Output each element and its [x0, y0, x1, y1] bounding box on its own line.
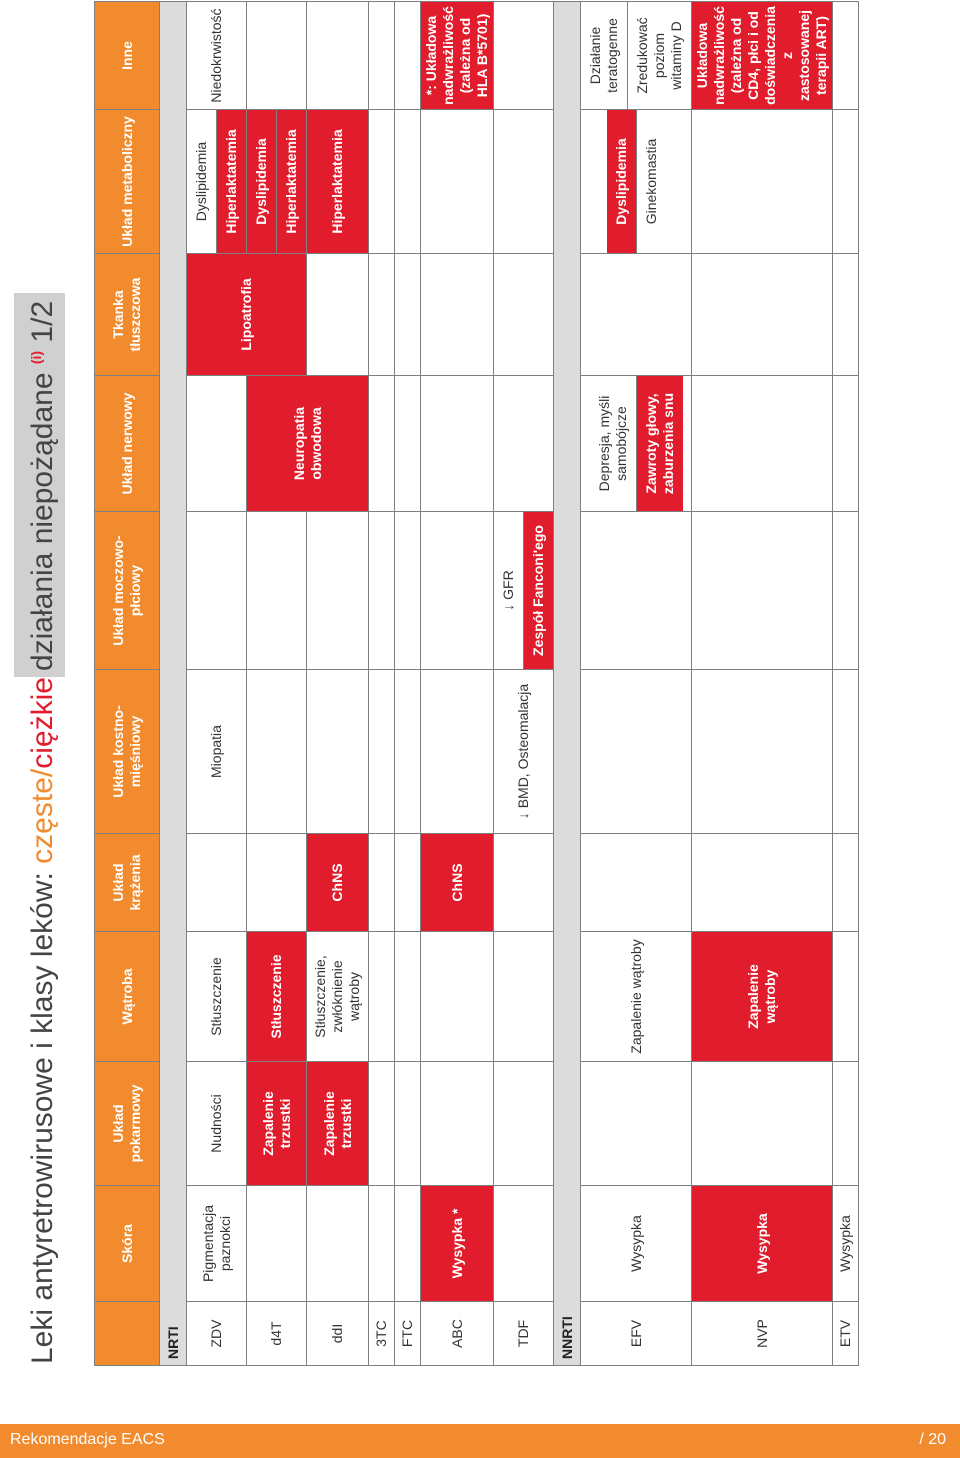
cell-gi: Zapalenie trzustki	[247, 1062, 307, 1186]
cell-liver: Stłuszczenie, zwłóknienie wątroby	[307, 932, 369, 1062]
cell-neuro	[581, 376, 692, 512]
section-nrti: NRTI	[160, 2, 187, 1366]
cell-msk	[307, 670, 369, 834]
header-neuro: Układ nerwowy	[95, 376, 160, 512]
cell-neuro	[187, 376, 247, 512]
cell-gi	[494, 1062, 554, 1186]
header-empty	[95, 1302, 160, 1366]
cell-gu	[247, 512, 307, 670]
cell-other	[247, 2, 307, 110]
adverse-effects-table	[94, 1, 859, 1366]
meta-sub: Ginekomastia	[636, 110, 666, 253]
cell-other	[581, 2, 692, 110]
footer-bar	[0, 1424, 960, 1458]
cell-meta	[247, 110, 307, 254]
cell-msk	[581, 670, 692, 834]
cell-msk	[247, 670, 307, 834]
cell-gi	[581, 1062, 692, 1186]
other-sub: Zredukować poziom witaminy D	[627, 2, 691, 109]
cell-gu	[187, 512, 247, 670]
cell-other: Układowa nadwrażliwość (zależna od CD4, płci i od doświadczenia z zastosowanej terapii ART)	[692, 2, 833, 110]
cell-neuro	[692, 376, 833, 512]
section-row-nnrti	[554, 2, 581, 1366]
cell-cv	[494, 834, 554, 932]
table-row	[692, 2, 833, 1366]
cell-gu	[421, 512, 494, 670]
cell-cv	[247, 834, 307, 932]
drug-label: ddI	[307, 1302, 369, 1366]
cell-msk: Miopatia	[187, 670, 247, 834]
title-severe: ciężkie	[26, 677, 59, 769]
cell-gu	[581, 512, 692, 670]
cell-neuro	[494, 376, 554, 512]
cell-cv	[581, 834, 692, 932]
header-liver: Wątroba	[95, 932, 160, 1062]
table-row	[307, 2, 369, 1366]
table-row	[247, 2, 307, 1366]
page-title: Leki antyretrowirusowe i klasy leków: częste/ciężkiedziałania niepożądane $^{(i)}$ 1/2	[14, 293, 58, 1364]
cell-skin	[247, 1186, 307, 1302]
cell-fat	[581, 254, 692, 376]
cell-gi: Nudności	[187, 1062, 247, 1186]
cell-meta	[692, 110, 833, 254]
header-gi: Układ pokarmowy	[95, 1062, 160, 1186]
section-row-nrti	[160, 2, 187, 1366]
table-row	[494, 2, 554, 1366]
drug-label: ETV	[833, 1302, 859, 1366]
cell-skin: Wysypka	[833, 1186, 859, 1302]
cell-cv	[692, 834, 833, 932]
header-fat: Tkanka tłuszczowa	[95, 254, 160, 376]
cell-meta: Hiperlaktatemia	[307, 110, 369, 254]
header-other: Inne	[95, 2, 160, 110]
cell-meta	[187, 110, 247, 254]
table-row	[395, 2, 421, 1366]
table-row	[369, 2, 395, 1366]
cell-skin	[307, 1186, 369, 1302]
cell-fat	[307, 254, 369, 376]
cell-liver: Stłuszczenie	[187, 932, 247, 1062]
table-row	[421, 2, 494, 1366]
title-grey-band: działania niepożądane $^{(i)}$ 1/2	[14, 293, 65, 677]
cell-cv	[187, 834, 247, 932]
drug-label: FTC	[395, 1302, 421, 1366]
cell-liver: Stłuszczenie	[247, 932, 307, 1062]
drug-label: EFV	[581, 1302, 692, 1366]
meta-sub: Dyslipidemia	[193, 141, 209, 222]
cell-gu	[494, 512, 554, 670]
cell-gi	[421, 1062, 494, 1186]
table-row	[581, 2, 692, 1366]
cell-cv: ChNS	[421, 834, 494, 932]
cell-liver	[421, 932, 494, 1062]
cell-liver: Zapalenie wątroby	[692, 932, 833, 1062]
cell-fat	[421, 254, 494, 376]
table-row	[833, 2, 859, 1366]
header-cv: Układ krążenia	[95, 834, 160, 932]
meta-sub-severe: Hiperlaktatemia	[276, 110, 306, 253]
cell-gi	[692, 1062, 833, 1186]
title-frequent: częste	[26, 777, 59, 864]
meta-sub-severe: Dyslipidemia	[607, 110, 636, 253]
header-meta: Układ metaboliczny	[95, 110, 160, 254]
cell-liver	[494, 932, 554, 1062]
other-sub: Działanie teratogenne	[587, 18, 620, 93]
cell-meta	[421, 110, 494, 254]
footer-title: Rekomendacje EACS	[10, 1431, 165, 1448]
section-nnrti: NNRTI	[554, 2, 581, 1366]
cell-fat	[692, 254, 833, 376]
cell-neuro	[421, 376, 494, 512]
cell-meta	[494, 110, 554, 254]
page-number: / 20	[919, 1431, 946, 1448]
cell-meta	[581, 110, 692, 254]
gu-sub-severe: Zespół Fanconi'ego	[523, 512, 553, 669]
drug-label: ZDV	[187, 1302, 247, 1366]
drug-label: ABC	[421, 1302, 494, 1366]
header-gu: Układ moczowo-płciowy	[95, 512, 160, 670]
cell-msk	[692, 670, 833, 834]
cell-msk	[421, 670, 494, 834]
drug-label: NVP	[692, 1302, 833, 1366]
cell-other: *: Układowa nadwrażliwość (zależna od HLA B*5701)	[421, 2, 494, 110]
cell-neuro: Neuropatia obwodowa	[247, 376, 369, 512]
neuro-sub-severe: Zawroty głowy, zaburzenia snu	[636, 376, 683, 511]
meta-sub-severe: Dyslipidemia	[247, 110, 276, 253]
gu-sub: ↓ GFR	[500, 570, 516, 611]
cell-skin: Wysypka	[581, 1186, 692, 1302]
cell-msk: ↓ BMD, Osteomalacja	[494, 670, 554, 834]
drug-label: TDF	[494, 1302, 554, 1366]
cell-gi: Zapalenie trzustki	[307, 1062, 369, 1186]
neuro-sub: Depresja, myśli samobójcze	[595, 395, 629, 492]
header-msk: Układ kostno-mięśniowy	[95, 670, 160, 834]
meta-sub-severe: Hiperlaktatemia	[216, 110, 246, 253]
cell-gu	[307, 512, 369, 670]
cell-skin: Pigmentacja paznokci	[187, 1186, 247, 1302]
cell-other	[494, 2, 554, 110]
header-skin: Skóra	[95, 1186, 160, 1302]
cell-skin	[494, 1186, 554, 1302]
cell-other: Niedokrwistość	[187, 2, 247, 110]
cell-skin: Wysypka	[692, 1186, 833, 1302]
cell-skin: Wysypka *	[421, 1186, 494, 1302]
cell-liver: Zapalenie wątroby	[581, 932, 692, 1062]
cell-cv: ChNS	[307, 834, 369, 932]
drug-label: 3TC	[369, 1302, 395, 1366]
table-row	[187, 2, 247, 1366]
cell-fat	[494, 254, 554, 376]
cell-fat: Lipoatrofia	[187, 254, 307, 376]
drug-label: d4T	[247, 1302, 307, 1366]
header-row	[95, 2, 160, 1366]
cell-gu	[692, 512, 833, 670]
cell-other	[307, 2, 369, 110]
